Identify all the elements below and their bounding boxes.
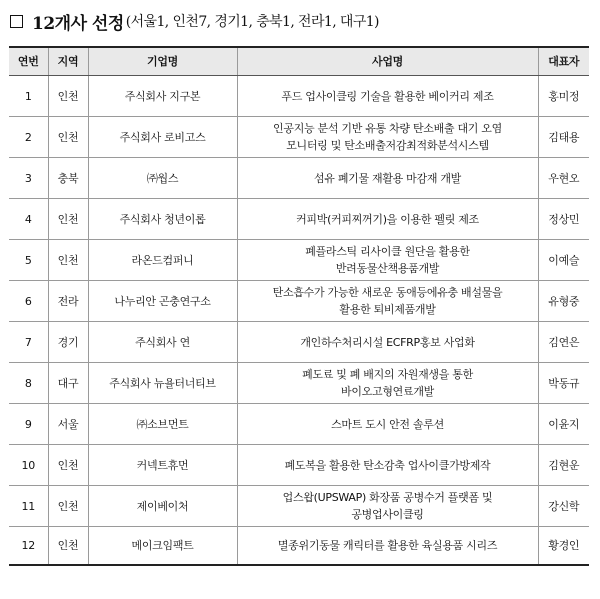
table-row [9,281,589,322]
cell-ceo: 유형중 [538,281,589,322]
cell-project [237,158,538,199]
cell-no: 7 [9,322,48,363]
cell-no: 4 [9,199,48,240]
checkbox-icon [10,15,23,28]
project-line: 커피박(커피찌꺼기)을 이용한 펠릿 제조 [296,212,479,226]
project-line: 폐플라스틱 리사이클 원단을 활용한 [305,245,470,258]
cell-project [237,445,538,486]
table-row [9,486,589,527]
cell-company: 나누리안 곤충연구소 [88,281,237,322]
cell-project [237,527,538,566]
cell-company: 주식회사 로비고스 [88,117,237,158]
cell-no: 8 [9,363,48,404]
cell-ceo: 강신학 [538,486,589,527]
cell-project [237,322,538,363]
cell-project [237,199,538,240]
selected-companies-table [9,46,589,566]
project-line: 모니터링 및 탄소배출저감최적화분석시스템 [286,139,489,152]
table-row [9,322,589,363]
cell-project [237,486,538,527]
cell-ceo: 김현운 [538,445,589,486]
cell-region: 인천 [48,240,88,281]
cell-company: ㈜소브먼트 [88,404,237,445]
project-line: 폐도복을 활용한 탄소감축 업사이클가방제작 [284,458,491,472]
cell-project [237,363,538,404]
cell-ceo: 황경인 [538,527,589,566]
section-heading [10,8,379,34]
cell-ceo: 이예슬 [538,240,589,281]
cell-region: 인천 [48,527,88,566]
cell-region: 경기 [48,322,88,363]
project-line: 섬유 폐기물 재활용 마감재 개발 [313,171,462,185]
table-row [9,158,589,199]
header-region: 지역 [48,47,88,76]
header-no: 연번 [9,47,48,76]
heading-detail: (서울1, 인천7, 경기1, 충북1, 전라1, 대구1) [125,14,379,30]
cell-company: 커넥트휴먼 [88,445,237,486]
cell-no: 12 [9,527,48,566]
cell-company: 라온드컴퍼니 [88,240,237,281]
cell-no: 9 [9,404,48,445]
cell-region: 인천 [48,76,88,117]
cell-company: 주식회사 뉴욜터너티브 [88,363,237,404]
cell-region: 전라 [48,281,88,322]
project-line: 탄소흡수가 가능한 새로운 동애등에유충 배설물을 [272,286,503,299]
cell-ceo: 이윤지 [538,404,589,445]
cell-region: 대구 [48,363,88,404]
cell-region: 인천 [48,486,88,527]
cell-no: 6 [9,281,48,322]
table-row [9,527,589,566]
cell-no: 5 [9,240,48,281]
cell-project [237,76,538,117]
cell-no: 10 [9,445,48,486]
cell-project [237,240,538,281]
cell-region: 인천 [48,117,88,158]
table-row [9,363,589,404]
project-line: 스마트 도시 안전 솔루션 [331,417,444,431]
cell-project [237,117,538,158]
cell-no: 1 [9,76,48,117]
header-ceo: 대표자 [538,47,589,76]
cell-ceo: 홍미정 [538,76,589,117]
project-line: 멸종위기동물 캐릭터를 활용한 육실용품 시리즈 [277,539,498,552]
table-row [9,199,589,240]
cell-region: 서울 [48,404,88,445]
cell-region: 인천 [48,445,88,486]
cell-ceo: 김연은 [538,322,589,363]
header-company: 기업명 [88,47,237,76]
project-line: 활용한 퇴비제품개발 [339,303,436,316]
cell-project [237,281,538,322]
cell-ceo: 박동규 [538,363,589,404]
project-line: 개인하수처리시설 ECFRP홍보 사업화 [300,335,475,349]
project-line: 인공지능 분석 기반 유통 차량 탄소배출 대기 오염 [273,122,502,135]
cell-company: 주식회사 연 [88,322,237,363]
cell-project [237,404,538,445]
cell-no: 3 [9,158,48,199]
table-row [9,117,589,158]
cell-ceo: 정상민 [538,199,589,240]
heading-title: 12개사 선정 [32,13,124,34]
table-row [9,240,589,281]
table-row [9,445,589,486]
cell-region: 인천 [48,199,88,240]
cell-company: 주식회사 청년이롭 [88,199,237,240]
table-row [9,76,589,117]
cell-company: ㈜웝스 [88,158,237,199]
cell-company: 제이베이처 [88,486,237,527]
cell-company: 메이크임팩트 [88,527,237,566]
table-body [9,76,589,566]
project-line: 바이오고형연료개발 [341,385,434,398]
project-line: 공병업사이클링 [351,508,424,521]
table-header-row [9,47,589,76]
table-row [9,404,589,445]
cell-ceo: 우현오 [538,158,589,199]
cell-no: 11 [9,486,48,527]
project-line: 업스왑(UPSWAP) 화장품 공병수거 플랫폼 및 [282,491,493,504]
cell-ceo: 김태용 [538,117,589,158]
cell-company: 주식회사 지구본 [88,76,237,117]
project-line: 반려동물산책용품개발 [335,262,440,275]
header-project: 사업명 [237,47,538,76]
project-line: 폐도료 및 폐 배지의 자원재생을 통한 [302,368,473,381]
cell-no: 2 [9,117,48,158]
cell-region: 충북 [48,158,88,199]
project-line: 푸드 업사이클링 기술을 활용한 베이커리 제조 [281,89,494,103]
